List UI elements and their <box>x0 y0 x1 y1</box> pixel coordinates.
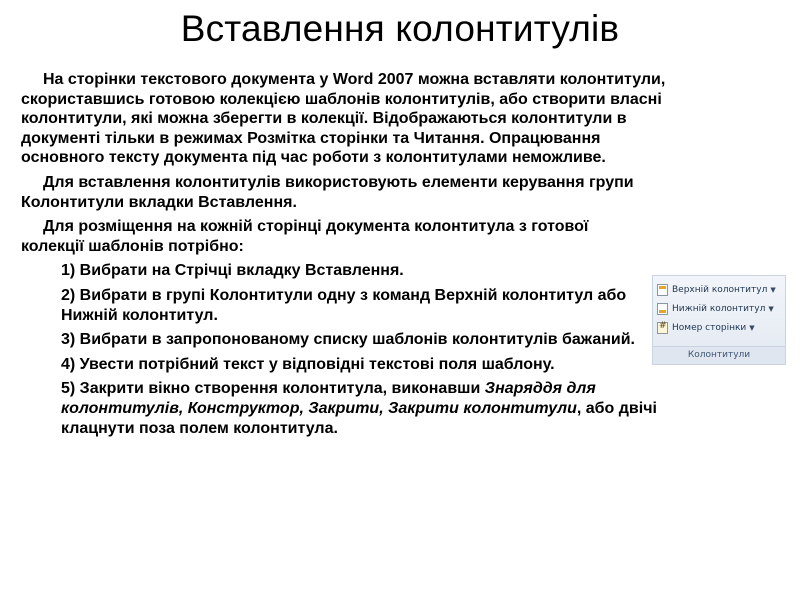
page-number-icon <box>657 322 668 334</box>
footer-button-label: Нижній колонтитул <box>672 304 766 314</box>
footer-icon <box>657 303 668 315</box>
page-number-button-label: Номер сторінки <box>672 323 747 333</box>
header-button[interactable] <box>657 282 776 298</box>
step-1: 1) Вибрати на Стрічці вкладку Вставлення. <box>61 262 404 280</box>
step-5-suffix: , або двічі клацнути поза полем колонтитула. <box>61 399 657 437</box>
chevron-down-icon: ▼ <box>749 324 755 332</box>
step-2: 2) Вибрати в групі Колонтитули одну з команд Верхній колонтитул або Нижній колонтитул. <box>61 286 627 324</box>
step-5 <box>21 379 661 438</box>
chevron-down-icon: ▼ <box>770 286 776 294</box>
step-3: 3) Вибрати в запропонованому списку шаблонів колонтитулів бажаний. <box>61 331 635 349</box>
paragraph-steps-intro: Для розміщення на кожній сторінці документа колонтитула з готової колекції шаблонів потрібно: <box>21 218 589 255</box>
header-icon <box>657 284 668 296</box>
content-body <box>21 70 681 443</box>
header-button-label: Верхній колонтитул <box>672 285 768 295</box>
paragraph-controls: Для вставлення колонтитулів використовують елементи керування групи Колонтитули вкладки Вставлення. <box>21 173 634 211</box>
slide-title: Вставлення колонтитулів <box>180 8 620 49</box>
paragraph-intro: На сторінки текстового документа у Word 2007 можна вставляти колонтитули, скориставшись готовою колекцією шаблонів колонтитулів, або створити власні колонтитули, які можна зберегти в колекції. Відображаються колонтитули в документі тільки в режимах Розмітка сторінки та Читання. Опрацювання основного тексту документа під час роботи з колонтитулами неможливе. <box>21 71 666 167</box>
footer-button[interactable] <box>657 301 774 317</box>
step-5-commands: Знаряддя для колонтитулів, Конструктор, Закрити, Закрити колонтитули <box>61 380 596 417</box>
ribbon-header-footer-group <box>652 275 786 365</box>
page-number-button[interactable] <box>657 320 755 336</box>
chevron-down-icon: ▼ <box>768 305 774 313</box>
step-5-prefix: 5) Закрити вікно створення колонтитула, виконавши <box>61 380 485 398</box>
step-4: 4) Увести потрібний текст у відповідні текстові поля шаблону. <box>61 355 555 373</box>
ribbon-group-label: Колонтитули <box>653 346 785 364</box>
